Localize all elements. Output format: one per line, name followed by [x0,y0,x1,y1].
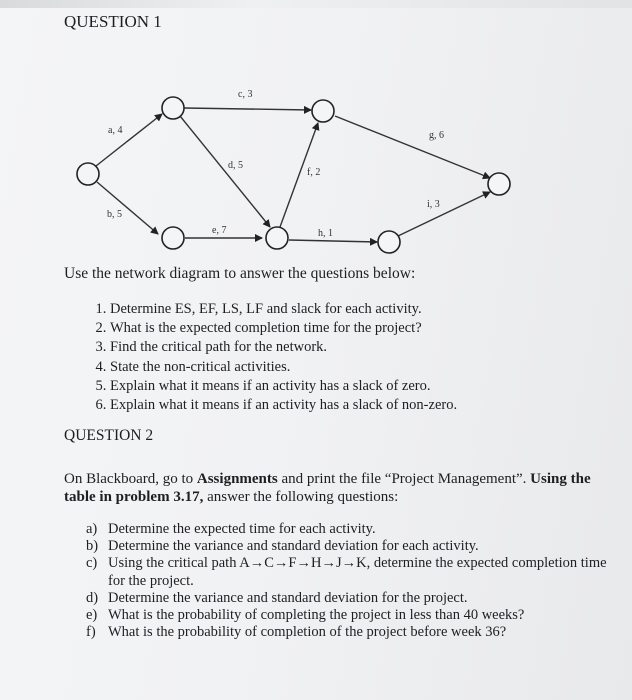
edge-d [180,116,270,227]
node-end [488,173,510,195]
label-a: a, 4 [108,125,123,136]
node-3 [162,227,184,249]
item-marker: f) [86,624,96,641]
task-item: 6. Explain what it means if an activity has a slack of non-zero. [110,396,457,415]
node-start [77,163,99,185]
node-2 [162,97,184,119]
label-i: i, 3 [427,199,440,210]
item-text: Determine the variance and standard deviation for each activity. [108,538,479,555]
item-text: What is the probability of completion of the project before week 36? [108,624,507,641]
assignments-bold: Assignments [196,471,278,487]
list-item [86,624,616,641]
list-item [86,521,616,538]
task-item: 4. State the non-critical activities. [110,358,457,377]
node-6 [378,231,400,253]
list-item [86,538,616,555]
node-4 [312,100,334,122]
item-text: Using the critical path A→C→F→H→J→K, determine the expected completion time for the project. [108,555,607,589]
label-b: b, 5 [107,209,122,220]
label-h: h, 1 [318,228,333,239]
item-marker: e) [86,607,98,624]
item-text: Determine the expected time for each activity. [108,521,376,537]
list-item [86,607,616,624]
table-reference-bold: Using the table in problem 3.17, [64,471,591,505]
edge-i [398,192,490,236]
label-d: d, 5 [228,160,243,171]
question-1-task-list [72,300,457,415]
question-1-intro: Use the network diagram to answer the questions below: [64,265,416,282]
list-item [86,555,616,589]
question-2-intro [64,470,616,506]
intro-text: and print the file “Project Management”. [277,471,531,487]
edge-h [289,240,377,242]
item-marker: d) [86,589,99,606]
network-diagram [0,70,632,260]
label-g: g, 6 [429,130,444,141]
edge-a [96,114,162,166]
task-item: 1. Determine ES, EF, LS, LF and slack for each activity. [110,300,457,319]
question-2-item-list [86,521,616,641]
question-2-title: QUESTION 2 [64,427,154,444]
edge-c [184,108,311,110]
edge-g [335,116,490,178]
task-item: 2. What is the expected completion time for the project? [110,319,457,338]
item-text: Determine the variance and standard deviation for the project. [108,589,468,606]
edge-b [97,182,158,234]
label-e: e, 7 [212,225,227,236]
task-item: 3. Find the critical path for the network. [110,338,457,357]
item-marker: a) [86,521,98,537]
list-item [86,590,616,607]
node-5 [266,227,288,249]
item-text: What is the probability of completing the project in less than 40 weeks? [108,607,525,624]
intro-text: On Blackboard, go to [64,471,197,487]
task-item: 5. Explain what it means if an activity has a slack of zero. [110,377,457,396]
label-f: f, 2 [307,167,321,178]
label-c: c, 3 [238,89,253,100]
intro-text: answer the following questions: [203,489,399,505]
item-marker: c) [86,555,98,572]
item-marker: b) [86,538,99,555]
question-1-title: QUESTION 1 [64,12,162,31]
page-top-edge [0,0,632,8]
